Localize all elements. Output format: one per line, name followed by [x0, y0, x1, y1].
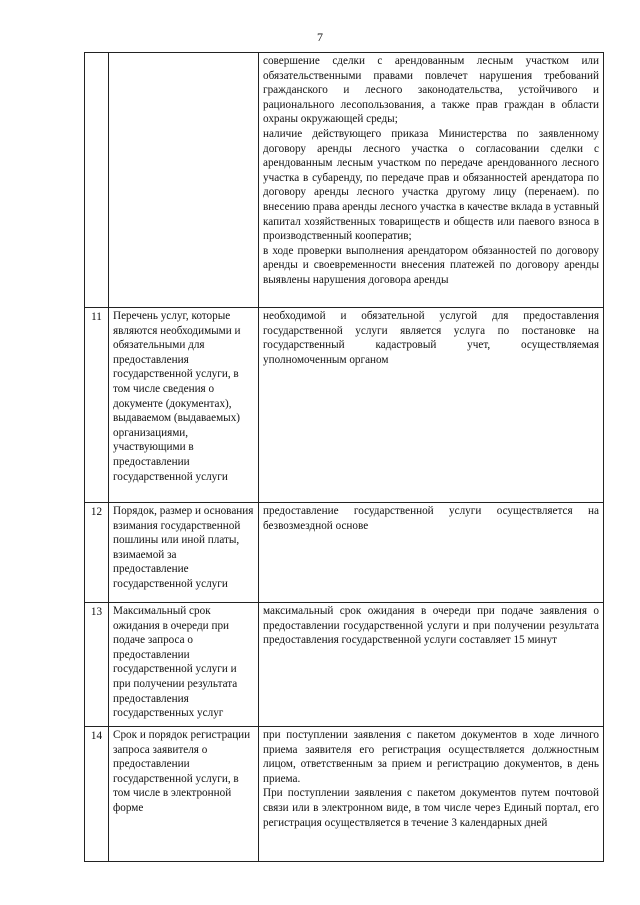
row-title: Порядок, размер и основания взимания государственной пошлины или иной платы, взимаемой за предоставление государственной услуги — [109, 503, 259, 603]
description-paragraph: предоставление государственной услуги осуществляется на безвозмездной основе — [263, 505, 599, 532]
row-title: Перечень услуг, которые являются необходимыми и обязательными для предоставления государственной услуги, в том числе сведения о документе (документах), выдаваемом (выдаваемых) организациями, участвующими в предоставлении государственной услуги — [109, 308, 259, 503]
row-title: Максимальный срок ожидания в очереди при подаче запроса о предоставлении государственной услуги и при получении результата предоставления государственных услуг — [109, 603, 259, 727]
row-description — [259, 503, 604, 603]
table-row — [85, 53, 604, 308]
description-paragraph: совершение сделки с арендованным лесным участком или обязательственными правами повлечет нарушения требований гражданского и лесного законодательства, устойчивого и рационального лесопользования, а также прав граждан в области охраны окружающей среды; — [263, 55, 599, 126]
page-number: 7 — [317, 30, 323, 44]
description-paragraph: максимальный срок ожидания в очереди при подаче заявления о предоставлении государственной услуги и при получении результата предоставления государственной услуги составляет 15 минут — [263, 605, 599, 647]
row-title: Срок и порядок регистрации запроса заявителя о предоставлении государственной услуги, в том числе в электронной форме — [109, 727, 259, 862]
table-row — [85, 503, 604, 603]
description-paragraph: При поступлении заявления с пакетом документов путем почтовой связи или в электронном виде, в том числе через Единый портал, его регистрация осуществляется в течение 3 календарных дней — [263, 787, 599, 829]
row-description — [259, 53, 604, 308]
row-number — [85, 53, 109, 308]
row-title — [109, 53, 259, 308]
row-number: 14 — [85, 727, 109, 862]
description-paragraph: необходимой и обязательной услугой для предоставления государственной услуги является услуга по постановке на государственный кадастровый учет, осуществляемая уполномоченным органом — [263, 310, 599, 366]
description-paragraph: при поступлении заявления с пакетом документов в ходе личного приема заявителя его регистрация осуществляется должностным лицом, ответственным за прием и регистрацию документов, в день приема. — [263, 729, 599, 785]
table-row — [85, 727, 604, 862]
row-description — [259, 603, 604, 727]
description-paragraph: наличие действующего приказа Министерства по заявленному договору аренды лесного участка о согласовании сделки с арендованным лесным участком по передаче арендованного лесного участка в субаренду, по передаче прав и обязанностей арендатора по договору аренды лесного участка другому лицу (перенаем). по внесению права аренды лесного участка в качестве вклада в уставный капитал хозяйственных товариществ и обществ или паевого взноса в производственный кооператив; — [263, 127, 599, 243]
row-description — [259, 308, 604, 503]
table-row — [85, 308, 604, 503]
row-number: 13 — [85, 603, 109, 727]
table-row — [85, 603, 604, 727]
row-number: 12 — [85, 503, 109, 603]
description-paragraph: в ходе проверки выполнения арендатором обязанностей по договору аренды и своевременности внесения платежей по договору аренды выявлены нарушения договора аренды — [263, 244, 599, 286]
row-number: 11 — [85, 308, 109, 503]
row-description — [259, 727, 604, 862]
requirements-table — [84, 52, 604, 862]
